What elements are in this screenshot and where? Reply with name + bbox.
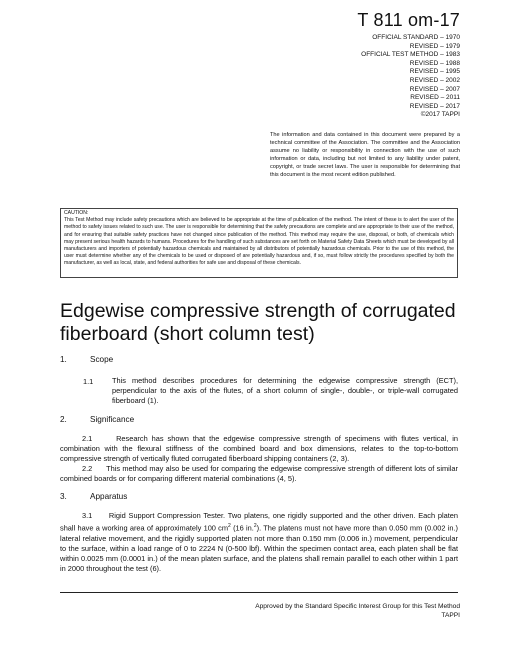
significance-paragraph-2 xyxy=(60,464,458,484)
paragraph-text: (16 in. xyxy=(230,523,254,533)
paragraph-text: This method may also be used for comparing the edgewise compressive strength of different lots of similar combined boards or for comparing different material combinations (4, 5). xyxy=(60,464,458,484)
section-number: 3. xyxy=(60,492,67,501)
copyright-line: ©2017 TAPPI xyxy=(420,111,460,119)
revision-line: REVISED – 1988 xyxy=(409,59,460,67)
caution-label: CAUTION: xyxy=(64,210,89,216)
revision-line: OFFICIAL TEST METHOD – 1983 xyxy=(361,51,460,59)
section-title: Apparatus xyxy=(90,492,128,501)
revision-line: REVISED – 2002 xyxy=(409,76,460,84)
page-title: Edgewise compressive strength of corrugated fiberboard (short column test) xyxy=(60,300,456,345)
paragraph-number: 2.2 xyxy=(82,464,93,473)
revision-line: OFFICIAL STANDARD – 1970 xyxy=(372,34,460,41)
paragraph-text: Rigid Support Compression Tester. Two platens, one rigidly supported and the other driven. Each platen shall have a working area of approximately 100 cm xyxy=(60,511,459,533)
significance-paragraph-1 xyxy=(60,434,458,465)
paragraph-number: 1.1 xyxy=(83,377,94,386)
section-apparatus-heading xyxy=(60,492,127,501)
footer xyxy=(255,602,460,620)
liability-disclaimer: The information and data contained in this document were prepared by a technical committee of the Association. The committee and the Association assume no liability or responsibility in connection with the use of such information or data, including but not limited to any liability under patent, copyright, or trade secret laws. The user is responsible for determining that this document is the most recent edition published. xyxy=(270,132,460,179)
revision-history xyxy=(361,34,460,120)
section-scope-heading xyxy=(60,355,113,364)
section-significance-heading xyxy=(60,415,134,424)
revision-line: REVISED – 2017 xyxy=(409,102,460,110)
apparatus-paragraph xyxy=(60,511,458,575)
revision-line: REVISED – 2007 xyxy=(409,85,460,93)
paragraph-number: 2.1 xyxy=(82,434,93,443)
footer-approval-line: Approved by the Standard Specific Interest Group for this Test Method xyxy=(255,603,460,610)
revision-line: REVISED – 1995 xyxy=(409,68,460,76)
scope-paragraph: This method describes procedures for determining the edgewise compressive strength (ECT), perpendicular to the axis of the flutes, of a short column of single-, double-, or triple-wall corrugated fiberboard (1). xyxy=(112,376,458,406)
section-number: 2. xyxy=(60,415,67,424)
document-number: T 811 om-17 xyxy=(357,10,460,30)
footer-org: TAPPI xyxy=(441,612,460,619)
caution-box xyxy=(60,208,458,278)
paragraph-number: 3.1 xyxy=(82,511,93,520)
section-title: Scope xyxy=(90,355,114,364)
footer-divider xyxy=(60,592,458,593)
revision-line: REVISED – 1979 xyxy=(409,42,460,50)
section-number: 1. xyxy=(60,355,67,364)
caution-text: This Test Method may include safety precautions which are believed to be appropriate at the time of publication of the method. The intent of these is to alert the user of the method to safety issues related to such use. The user is responsible for determining that the safety precautions are complete and are appropriate to their use of the method, and for ensuring that suitable safety practices have not changed since publication of the method. This method may require the use, disposal, or both, of chemicals which may present serious health hazards to humans. Procedures for the handling of such substances are set forth on Material Safety Data Sheets which must be developed by all manufacturers and importers of potentially hazardous chemicals and maintained by all distributors of potentially hazardous chemicals. Prior to the use of this method, the user must determine whether any of the chemicals to be used or disposed of are potentially hazardous and, if so, must follow strictly the procedures specified by both the manufacturer, as well as local, state, and federal authorities for safe use and disposal of these chemicals. xyxy=(64,217,454,267)
superscript: 2 xyxy=(253,523,257,530)
revision-line: REVISED – 2011 xyxy=(410,94,460,102)
section-title: Significance xyxy=(90,415,135,424)
paragraph-text: Research has shown that the edgewise compressive strength of specimens with flutes vertical, in combination with the flexural stiffness of the combined board and box dimensions, relates to the top-to-bottom compressive strength of vertically fluted corrugated fiberboard shipping containers (2, 3). xyxy=(60,434,458,464)
superscript: 2 xyxy=(228,523,231,530)
paragraph-text: ). The platens must not have more than 0.050 mm (0.002 in.) lateral relative movement, and the rigidly supported platen not more than 0.150 mm (0.006 in.) movement, perpendicular to the surface, within a load range of 0 to 2224 N (0-500 lbf). Within the specimen contact area, each platen shall be flat within 0.0025 mm (0.0001 in.) of the mean platen surface, and the platens shall remain parallel to each other within 1 part in 2000 throughout the test (6). xyxy=(60,523,458,574)
